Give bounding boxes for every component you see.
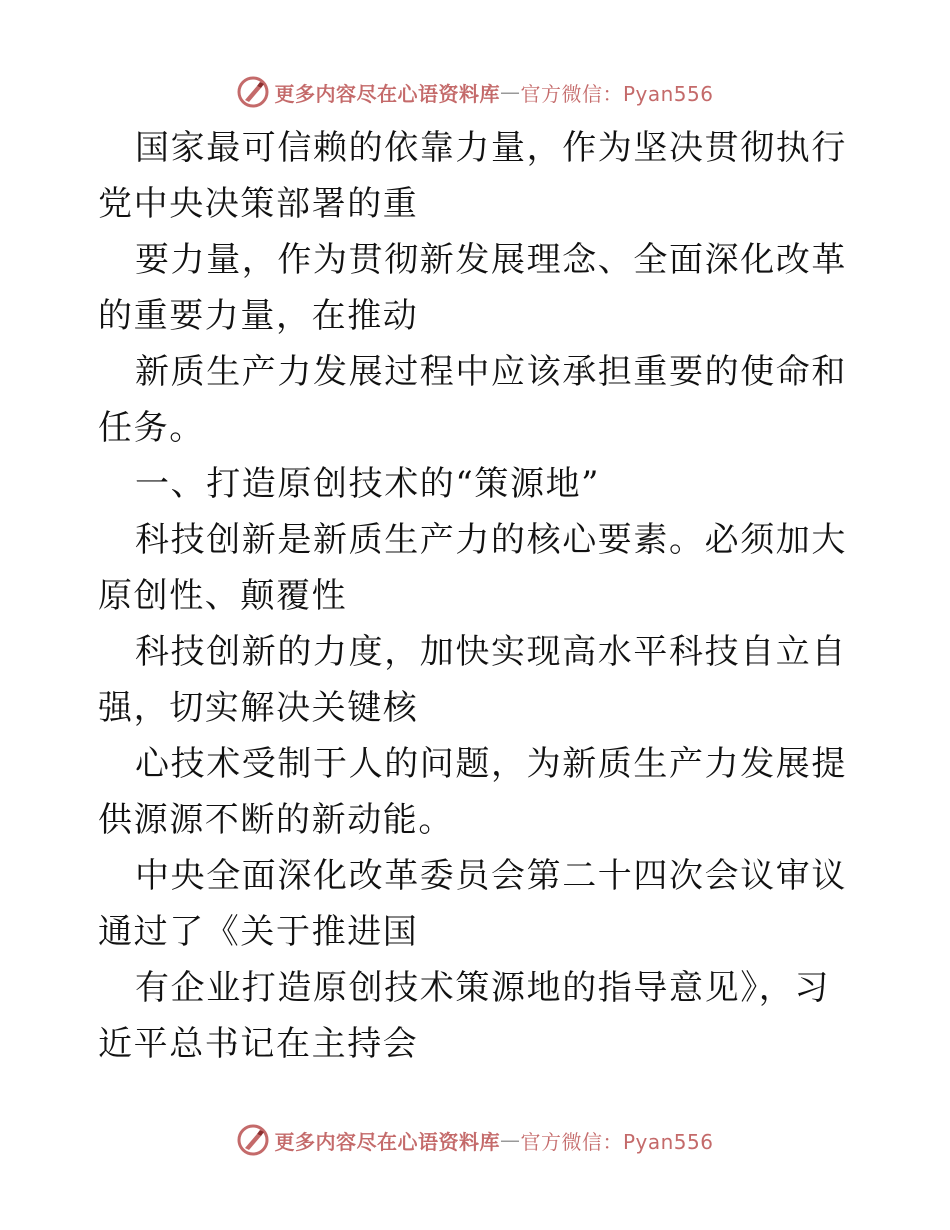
paragraph: 有企业打造原创技术策源地的指导意见》，习近平总书记在主持会 <box>98 968 830 1064</box>
pen-logo-icon <box>236 75 270 109</box>
watermark-separator: — <box>499 1128 521 1152</box>
section-heading: 一、打造原创技术的“策源地” <box>135 464 601 504</box>
paragraph: 科技创新是新质生产力的核心要素。必须加大原创性、颠覆性 <box>98 520 847 616</box>
paragraph: 中央全面深化改革委员会第二十四次会议审议通过了《关于推进国 <box>98 856 847 952</box>
watermark-separator: — <box>499 80 521 104</box>
paragraph: 心技术受制于人的问题，为新质生产力发展提供源源不断的新动能。 <box>98 744 847 840</box>
footer-watermark <box>0 1118 950 1162</box>
document-body <box>98 120 858 1072</box>
paragraph: 国家最可信赖的依靠力量，作为坚决贯彻执行党中央决策部署的重 <box>98 128 847 224</box>
pen-logo-icon <box>236 1123 270 1157</box>
paragraph: 科技创新的力度，加快实现高水平科技自立自强，切实解决关键核 <box>98 632 847 728</box>
paragraph: 新质生产力发展过程中应该承担重要的使命和任务。 <box>98 352 847 448</box>
watermark-wechat: 官方微信：Pyan556 <box>520 81 714 106</box>
watermark-text: 更多内容尽在心语资料库 <box>274 1129 500 1154</box>
header-watermark <box>0 70 950 114</box>
paragraph: 要力量，作为贯彻新发展理念、全面深化改革的重要力量，在推动 <box>98 240 847 336</box>
watermark-wechat: 官方微信：Pyan556 <box>520 1129 714 1154</box>
watermark-text: 更多内容尽在心语资料库 <box>274 81 500 106</box>
